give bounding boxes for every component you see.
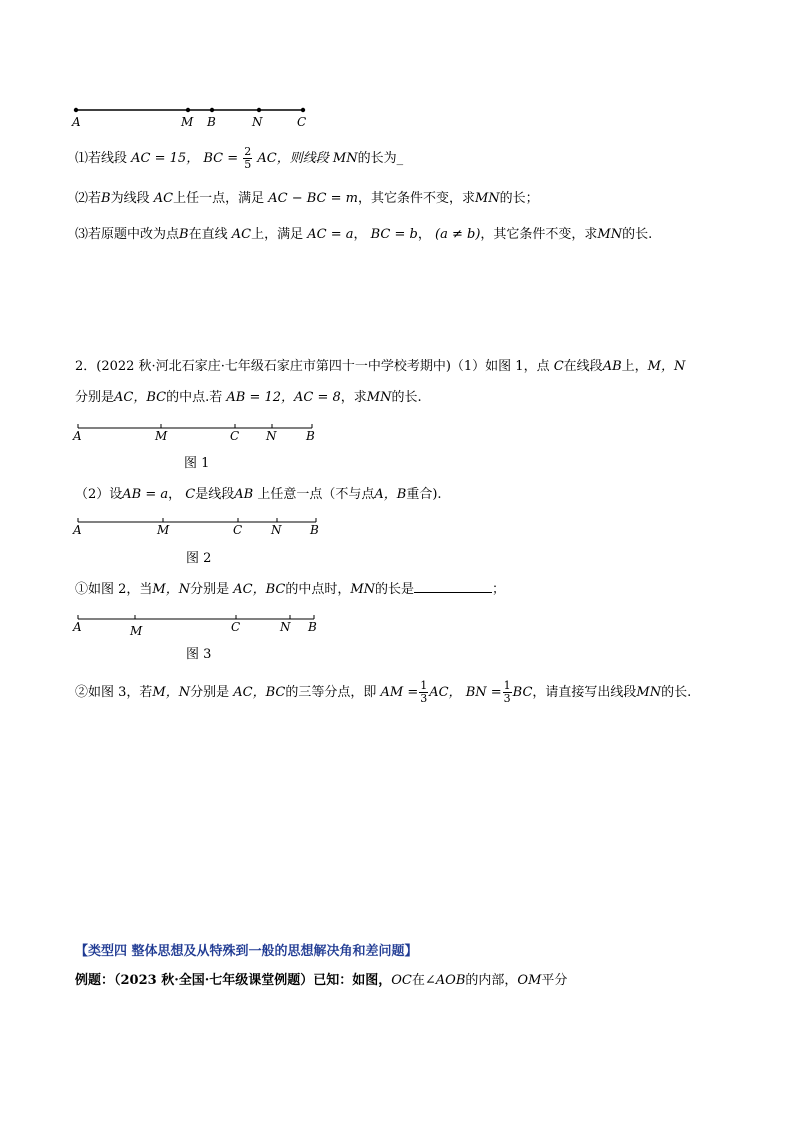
segment-figure-2	[70, 514, 330, 540]
label-C: C	[230, 429, 240, 443]
figure-1-caption: 图 1	[184, 456, 210, 471]
label-M: M	[157, 523, 170, 537]
math: AC = 15，	[131, 151, 200, 166]
fraction-1-3: $\frac{1}{3}$	[503, 679, 511, 705]
segment-figure-3	[70, 612, 330, 640]
label-M: M	[130, 624, 143, 638]
label-A: A	[73, 429, 82, 443]
q2-line1: 2．(2022 秋·河北石家庄·七年级石家庄市第四十一中学校考期中)（1）如图 1，点 C在线段AB上，M，N	[75, 359, 686, 374]
q2-case1: ①如图 2，当M，N分别是 AC，BC的中点时，MN的长是 ；	[75, 582, 506, 597]
label-N: N	[252, 115, 263, 129]
label-B: B	[308, 620, 317, 634]
label-N: N	[271, 523, 282, 537]
math: AC，则线段	[257, 151, 329, 166]
fraction-2-5: $\frac{2}{5}$	[244, 145, 252, 171]
label-C: C	[233, 523, 243, 537]
label-N: N	[266, 429, 277, 443]
label-A: A	[73, 620, 82, 634]
q2-line2: 分别是AC，BC的中点.若 AB = 12，AC = 8，求MN的长.	[75, 390, 422, 405]
label-A: A	[73, 523, 82, 537]
section-heading: 【类型四 整体思想及从特殊到一般的思想解决角和差问题】	[75, 944, 418, 959]
q1-part3: ⑶若原题中改为点B在直线 AC上，满足 AC = a， BC = b， (a ≠ b)，其它条件不变，求MN的长.	[75, 227, 653, 242]
label-B: B	[310, 523, 319, 537]
label-B: B	[306, 429, 315, 443]
segment-figure-0	[70, 102, 320, 132]
math: MN	[332, 151, 358, 166]
point-B	[210, 108, 214, 112]
label-A: A	[72, 115, 81, 129]
q1-part1	[75, 146, 403, 171]
point-A	[74, 108, 78, 112]
math: BC =	[203, 151, 239, 166]
label-C: C	[297, 115, 307, 129]
text: 的长为_	[357, 151, 404, 166]
example-line: 例题：（2023 秋·全国·七年级课堂例题）已知：如图，OC在∠AOB的内部，OM平分	[75, 973, 568, 988]
figure-2-caption: 图 2	[186, 551, 212, 566]
point-N	[257, 108, 261, 112]
q2-case2: ②如图 3，若M，N分别是 AC，BC的三等分点，即 AM = $\frac{1}{3}$ AC， BN = $\frac{1}{3}$ BC，请直接写出线段MN的长.	[75, 679, 692, 705]
answer-blank[interactable]	[414, 580, 492, 593]
point-C	[301, 108, 305, 112]
q1-part2: ⑵若B为线段 AC上任一点，满足 AC − BC = m，其它条件不变，求MN的长；	[75, 191, 539, 206]
figure-3-caption: 图 3	[186, 647, 212, 662]
text: ⑴若线段	[75, 151, 128, 166]
segment-figure-1	[70, 420, 330, 446]
fraction-1-3: $\frac{1}{3}$	[420, 679, 428, 705]
q2-part2: （2）设AB = a， C是线段AB 上任意一点（不与点A，B重合).	[75, 487, 442, 502]
label-C: C	[231, 620, 241, 634]
label-M: M	[181, 115, 194, 129]
label-N: N	[280, 620, 291, 634]
label-B: B	[207, 115, 216, 129]
label-M: M	[155, 429, 168, 443]
point-M	[186, 108, 190, 112]
